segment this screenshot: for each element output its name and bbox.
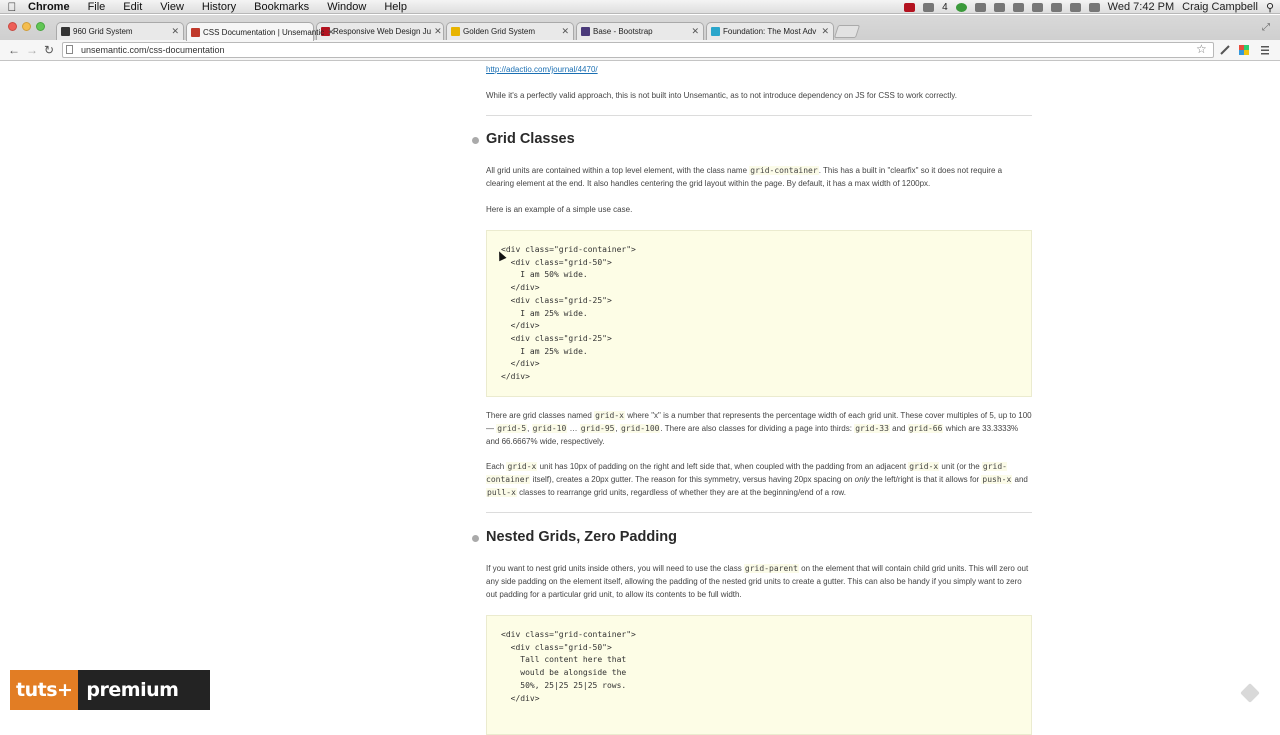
- menu-window[interactable]: Window: [327, 0, 367, 13]
- favicon-icon: [711, 27, 720, 36]
- extension-icon[interactable]: [1238, 43, 1250, 55]
- tab-foundation[interactable]: [706, 22, 834, 40]
- code-block: <div class="grid-container"> <div class="grid-50"> I am 50% wide. </div> <div class="grid-25"> I am 25% wide. </div> <div class="grid-25"> I am 25% wide. </div> </div>: [501, 245, 636, 382]
- code-block: <div class="grid-container"> <div class="grid-50"> Tall content here that would be alongside the 50%, 25|25 25|25 rows. </div>: [501, 630, 636, 703]
- adobe-icon[interactable]: [923, 3, 934, 12]
- tab-close-icon[interactable]: ✕: [691, 26, 699, 36]
- zoom-window-button[interactable]: [36, 22, 45, 31]
- premium-label: premium: [86, 679, 179, 701]
- adobe-count: 4: [942, 1, 948, 13]
- os-menu-bar: [0, 0, 1280, 14]
- code-example-grid-container: [486, 230, 1032, 397]
- intro-paragraph: While it's a perfectly valid approach, this is not built into Unsemantic, as to not introduce dependency on JS for CSS to work correctly.: [486, 91, 957, 100]
- section-bullet-icon: [472, 535, 479, 542]
- minimize-window-button[interactable]: [22, 22, 31, 31]
- tab-label: Golden Grid System: [463, 27, 536, 36]
- grid-classes-paragraph-2: Here is an example of a simple use case.: [486, 205, 633, 214]
- section-divider: [486, 115, 1032, 116]
- tab-close-icon[interactable]: ✕: [821, 26, 829, 36]
- page-content: [0, 62, 1280, 720]
- section-divider: [486, 512, 1032, 513]
- fullscreen-icon[interactable]: ⤢: [1262, 22, 1270, 33]
- nested-grids-paragraph: If you want to nest grid units inside others, you will need to use the class grid-parent on the element that will contain child grid units. This will zero out any side padding on the element itself, allowing the padding of the nested grid units to create a gutter. This can also be handy if you simply want to zero out padding for a particular grid unit, to allow its contents to be full width.: [486, 564, 1029, 599]
- inline-code: grid-container: [750, 166, 818, 175]
- tuts-premium-watermark: [10, 670, 210, 710]
- menu-app-chrome[interactable]: Chrome: [28, 0, 70, 13]
- tab-bootstrap[interactable]: [576, 22, 704, 40]
- tab-close-icon[interactable]: ✕: [327, 26, 335, 37]
- display-icon[interactable]: [994, 3, 1005, 12]
- nested-grids-heading: Nested Grids, Zero Padding: [486, 529, 677, 545]
- bluetooth-icon[interactable]: [1013, 3, 1024, 12]
- reload-button[interactable]: ↻: [44, 43, 55, 57]
- tab-close-icon[interactable]: ✕: [561, 26, 569, 36]
- tab-label: Responsive Web Design Ju: [333, 27, 432, 36]
- grid-classes-heading: Grid Classes: [486, 131, 575, 147]
- back-button[interactable]: ←: [8, 43, 20, 57]
- adactio-link[interactable]: http://adactio.com/journal/4470/: [486, 65, 598, 74]
- menu-help[interactable]: Help: [384, 0, 407, 13]
- tuts-logo: tuts+: [10, 670, 78, 710]
- grid-classes-paragraph-3: There are grid classes named grid-x where "x" is a number that represents the percentage width of each grid unit. These cover multiples of 5, up to 100 — grid-5, grid-10 … grid-95, grid-100. There are also classes for dividing a page into thirds: grid-33 and grid-66 which are 33.3333% and 66.6667% wide, respectively.: [486, 411, 1032, 446]
- user-name[interactable]: Craig Campbell: [1182, 1, 1258, 13]
- tab-label: Base - Bootstrap: [593, 27, 653, 36]
- menu-file[interactable]: File: [87, 0, 106, 13]
- bookmark-star-icon[interactable]: ☆: [1196, 42, 1207, 56]
- menu-view[interactable]: View: [160, 0, 184, 13]
- sync-icon[interactable]: [956, 3, 967, 12]
- volume-icon[interactable]: [1032, 3, 1043, 12]
- forward-button[interactable]: →: [26, 43, 38, 57]
- tab-golden-grid[interactable]: [446, 22, 574, 40]
- close-window-button[interactable]: [8, 22, 17, 31]
- tab-close-icon[interactable]: ✕: [171, 26, 179, 36]
- chrome-menu-icon[interactable]: [1259, 43, 1271, 55]
- time-machine-icon[interactable]: [975, 3, 986, 12]
- tab-label: Foundation: The Most Adv: [723, 27, 817, 36]
- wifi-icon[interactable]: [1051, 3, 1062, 12]
- new-tab-button[interactable]: [834, 25, 860, 38]
- favicon-icon: [451, 27, 460, 36]
- tab-responsive-web-design[interactable]: [316, 22, 444, 40]
- tab-label: 960 Grid System: [73, 27, 133, 36]
- favicon-icon: [581, 27, 590, 36]
- input-menu-icon[interactable]: [1089, 3, 1100, 12]
- menu-bookmarks[interactable]: Bookmarks: [254, 0, 310, 13]
- section-bullet-icon: [472, 137, 479, 144]
- spotlight-icon[interactable]: ⚲: [1265, 1, 1274, 14]
- recording-icon[interactable]: [904, 3, 915, 12]
- eyedropper-extension-icon[interactable]: [1219, 43, 1231, 55]
- menu-edit[interactable]: Edit: [123, 0, 143, 13]
- favicon-icon: [191, 28, 200, 37]
- battery-icon[interactable]: [1070, 3, 1081, 12]
- tab-960-grid[interactable]: [56, 22, 184, 40]
- apple-menu-icon[interactable]: [0, 0, 24, 14]
- inline-code: grid-parent: [744, 564, 798, 573]
- tab-close-icon[interactable]: ✕: [434, 26, 442, 36]
- code-example-nested-grids: [486, 615, 1032, 735]
- clock[interactable]: Wed 7:42 PM: [1107, 1, 1175, 13]
- grid-classes-paragraph-4: Each grid-x unit has 10px of padding on the right and left side that, when coupled with the padding from an adjacent grid-x unit (or the grid-container itself), creates a 20px gutter. The reason for this symmetry, versus having 20px spacing on only the left/right is that it allows for push-x and pull-x classes to rearrange grid units, regardless of whether they are at the beginning/end of a row.: [486, 462, 1028, 497]
- tab-css-documentation[interactable]: [186, 22, 335, 41]
- grid-classes-paragraph-1: All grid units are contained within a top level element, with the class name grid-container. This has a built in "clearfix" so it does not require a clearing element at the end. It also handles centering the grid layout within the page. By default, it has a max width of 1200px.: [486, 166, 1003, 188]
- menu-history[interactable]: History: [201, 0, 237, 13]
- page-icon: [66, 45, 73, 54]
- favicon-icon: [61, 27, 70, 36]
- tab-label: CSS Documentation | Unsemantic: [203, 27, 325, 37]
- status-tray: [904, 0, 1274, 14]
- address-bar[interactable]: unsemantic.com/css-documentation: [62, 42, 1214, 58]
